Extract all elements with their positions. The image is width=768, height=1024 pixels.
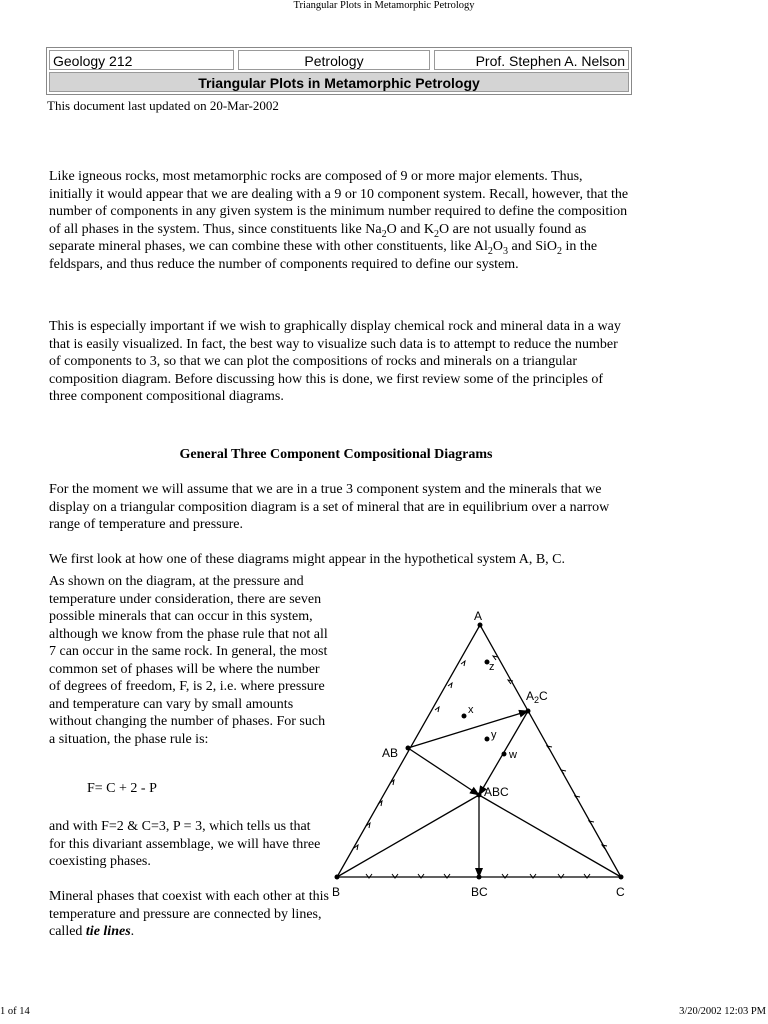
assumption-paragraph: For the moment we will assume that we are in a true 3 component system and the minerals that we display on a triangular composition diagram is a set of mineral that are in equilibrium over a narrow range of temperature and pressure. [49,482,610,532]
label-z: z [489,661,495,673]
ternary-diagram [326,600,646,910]
course-header-table [46,47,632,95]
label-BC: BC [471,885,488,899]
tie-line-AB-ABC [408,748,479,795]
document-title: Triangular Plots in Metamorphic Petrology [49,72,629,92]
page-counter: 1 of 14 [0,1006,30,1017]
point-A2C [526,709,531,714]
last-updated-note: This document last updated on 20-Mar-2002 [47,98,279,113]
label-C: C [616,885,625,899]
label-y: y [491,729,497,741]
point-BC [477,875,482,880]
divariant-paragraph: and with F=2 & C=3, P = 3, which tells us that for this divariant assemblage, we will have three coexisting phases. [49,819,321,869]
tie-line-B-ABC [337,795,479,877]
point-A [478,623,483,628]
tie-lines-paragraph: Mineral phases that coexist with each other at this temperature and pressure are connected by lines, called tie lines. [49,889,329,939]
course-info-row [47,48,631,72]
label-AB: AB [382,746,399,760]
label-ABC: ABC [484,785,509,799]
course-code: Geology 212 [49,50,234,70]
visualization-paragraph: This is especially important if we wish to graphically display chemical rock and mineral data in a way that is easily visualized. In fact, the best way to visualize such data is to attempt to reduce the number of components to 3, so that we can plot the compositions of rocks and minerals on a triangular composition diagram. Before discussing how this is done, we first review some of the principles of three component compositional diagrams. [49,319,621,404]
point-y [485,737,490,742]
phase-rule-formula: F= C + 2 - P [87,781,157,796]
hypothetical-system-paragraph: We first look at how one of these diagrams might appear in the hypothetical system A, B, C. [49,552,565,567]
point-AB [406,746,411,751]
tie-lines-term: tie lines [85,924,131,939]
label-A2C: $A_2C$ [526,689,548,705]
course-professor: Prof. Stephen A. Nelson [434,50,629,70]
section-heading: General Three Component Compositional Diagrams [179,447,493,462]
print-timestamp: 3/20/2002 12:03 PM [679,1006,766,1017]
phase-rule-paragraph: As shown on the diagram, at the pressure and temperature under consideration, there are seven possible minerals that can occur in this system, although we know from the phase rule that not all 7 can occur in the same rock. In general, the most common set of phases will be where the number of degrees of freedom, F, is 2, i.e. where pressure and temperature can vary by small amounts without changing the number of phases. For such a situation, the phase rule is: [49,574,328,747]
label-A: A [474,609,483,623]
point-B [335,875,340,880]
course-subject: Petrology [238,50,430,70]
tie-line-C-ABC [479,795,621,877]
point-w [502,752,507,757]
page-header-title: Triangular Plots in Metamorphic Petrology [293,0,475,11]
label-w: w [509,749,517,761]
point-x [462,714,467,719]
label-x: x [468,704,474,716]
point-ABC [477,793,482,798]
point-C [619,875,624,880]
intro-paragraph: Like igneous rocks, most metamorphic rocks are composed of 9 or more major elements. Thus, initially it would appear that we are dealing with a 9 or 10 component system. Recall, however, that the number of components in any given system is the minimum number required to define the composition of all phases in the system. Thus, since constituents like $Na_2O$ and $K_2O$ are not usually found as separate mineral phases, we can combine these with other constituents, like $Al_2O_3$ and SiO$_2$ in the feldspars, and thus reduce the number of components required to define our system. [49,169,629,272]
label-B: B [332,885,341,899]
